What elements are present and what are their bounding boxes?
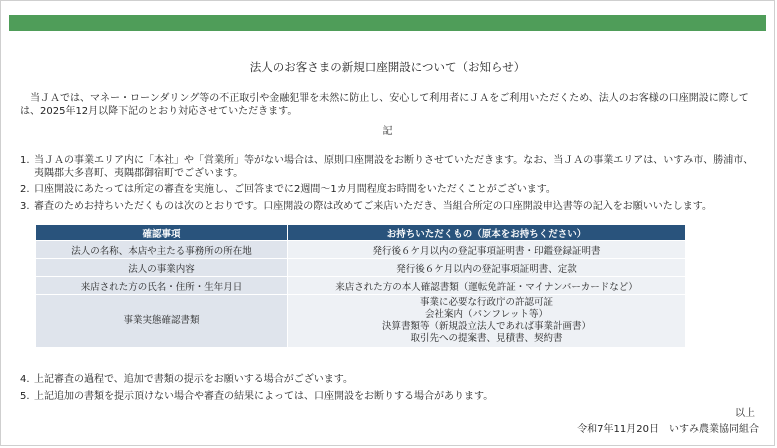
list-item <box>20 371 760 388</box>
doc-line: 決算書類等（新規設立法人であれば事業計画書） <box>381 321 591 332</box>
list-text: 当ＪＡの事業エリア内に「本社」や「営業所」等がない場合は、原則口座開設をお断りさせていただきます。なお、当ＪＡの事業エリアは、いすみ市、勝浦市、夷隅郡大多喜町、夷隅郡御宿町でございます。 <box>34 155 754 179</box>
table-cell-item: 来店された方の氏名・住所・生年月日 <box>36 277 288 295</box>
table-row <box>36 277 686 295</box>
closing-mark: 以上 <box>735 408 755 419</box>
table-cell-item: 事業実態確認書類 <box>36 295 288 348</box>
table-cell-item: 法人の名称、本店や主たる事務所の所在地 <box>36 241 288 259</box>
column-header: 確認事項 <box>36 225 288 241</box>
table-row <box>36 295 686 348</box>
list-text: 口座開設にあたっては所定の審査を実施し、ご回答までに2週間～1カ月間程度お時間をいただくことがございます。 <box>34 184 556 195</box>
table-row <box>36 259 686 277</box>
intro-paragraph: 当ＪＡでは、マネー・ローンダリング等の不正取引や金融犯罪を未然に防止し、安心して利用者にＪＡをご利用いただくため、法人のお客様の口座開設に際しては、2025年12月以降下記のとおり対応させていただきます。 <box>20 93 749 117</box>
table-cell-docs: 来店された方の本人確認書類（運転免許証・マイナンバーカードなど） <box>288 277 686 295</box>
list-item <box>20 388 760 405</box>
list-number: 2. <box>20 184 30 195</box>
table-cell-docs: 発行後６ケ月以内の登記事項証明書、定款 <box>288 259 686 277</box>
list-item <box>20 154 760 180</box>
doc-line: 会社案内（パンフレット等） <box>424 309 549 320</box>
doc-line: 取引先への提案書、見積書、契約書 <box>410 333 563 344</box>
table-cell-item: 法人の事業内容 <box>36 259 288 277</box>
column-header: お持ちいただくもの（原本をお持ちください） <box>288 225 686 241</box>
table-cell-docs: 発行後６ケ月以内の登記事項証明書・印鑑登録証明書 <box>288 241 686 259</box>
ki-marker: 記 <box>382 126 393 137</box>
list-text: 審査のためお持ちいただくものは次のとおりです。口座開設の際は改めてご来店いただき、当組合所定の口座開設申込書等の記入をお願いいたします。 <box>34 201 712 212</box>
list-text: 上記審査の過程で、追加で書類の提示をお願いする場合がございます。 <box>34 374 353 385</box>
additional-list <box>20 371 760 405</box>
table-header-row <box>36 225 686 241</box>
list-number: 1. <box>20 155 30 166</box>
table-cell-docs <box>288 295 686 348</box>
page-title: 法人のお客さまの新規口座開設について（お知らせ） <box>249 60 526 74</box>
list-number: 3. <box>20 201 30 212</box>
doc-line: 事業に必要な行政庁の許認可証 <box>419 297 553 308</box>
requirements-list <box>20 154 760 213</box>
table-row <box>36 241 686 259</box>
documents-table <box>35 224 686 348</box>
list-number: 4. <box>20 374 30 385</box>
list-number: 5. <box>20 391 30 402</box>
list-item <box>20 183 760 196</box>
issuer-date: 令和7年11月20日 いすみ農業協同組合 <box>577 424 759 435</box>
list-item <box>20 200 760 213</box>
header-bar <box>9 15 766 31</box>
list-text: 上記追加の書類を提示頂けない場合や審査の結果によっては、口座開設をお断りする場合があります。 <box>34 391 494 402</box>
